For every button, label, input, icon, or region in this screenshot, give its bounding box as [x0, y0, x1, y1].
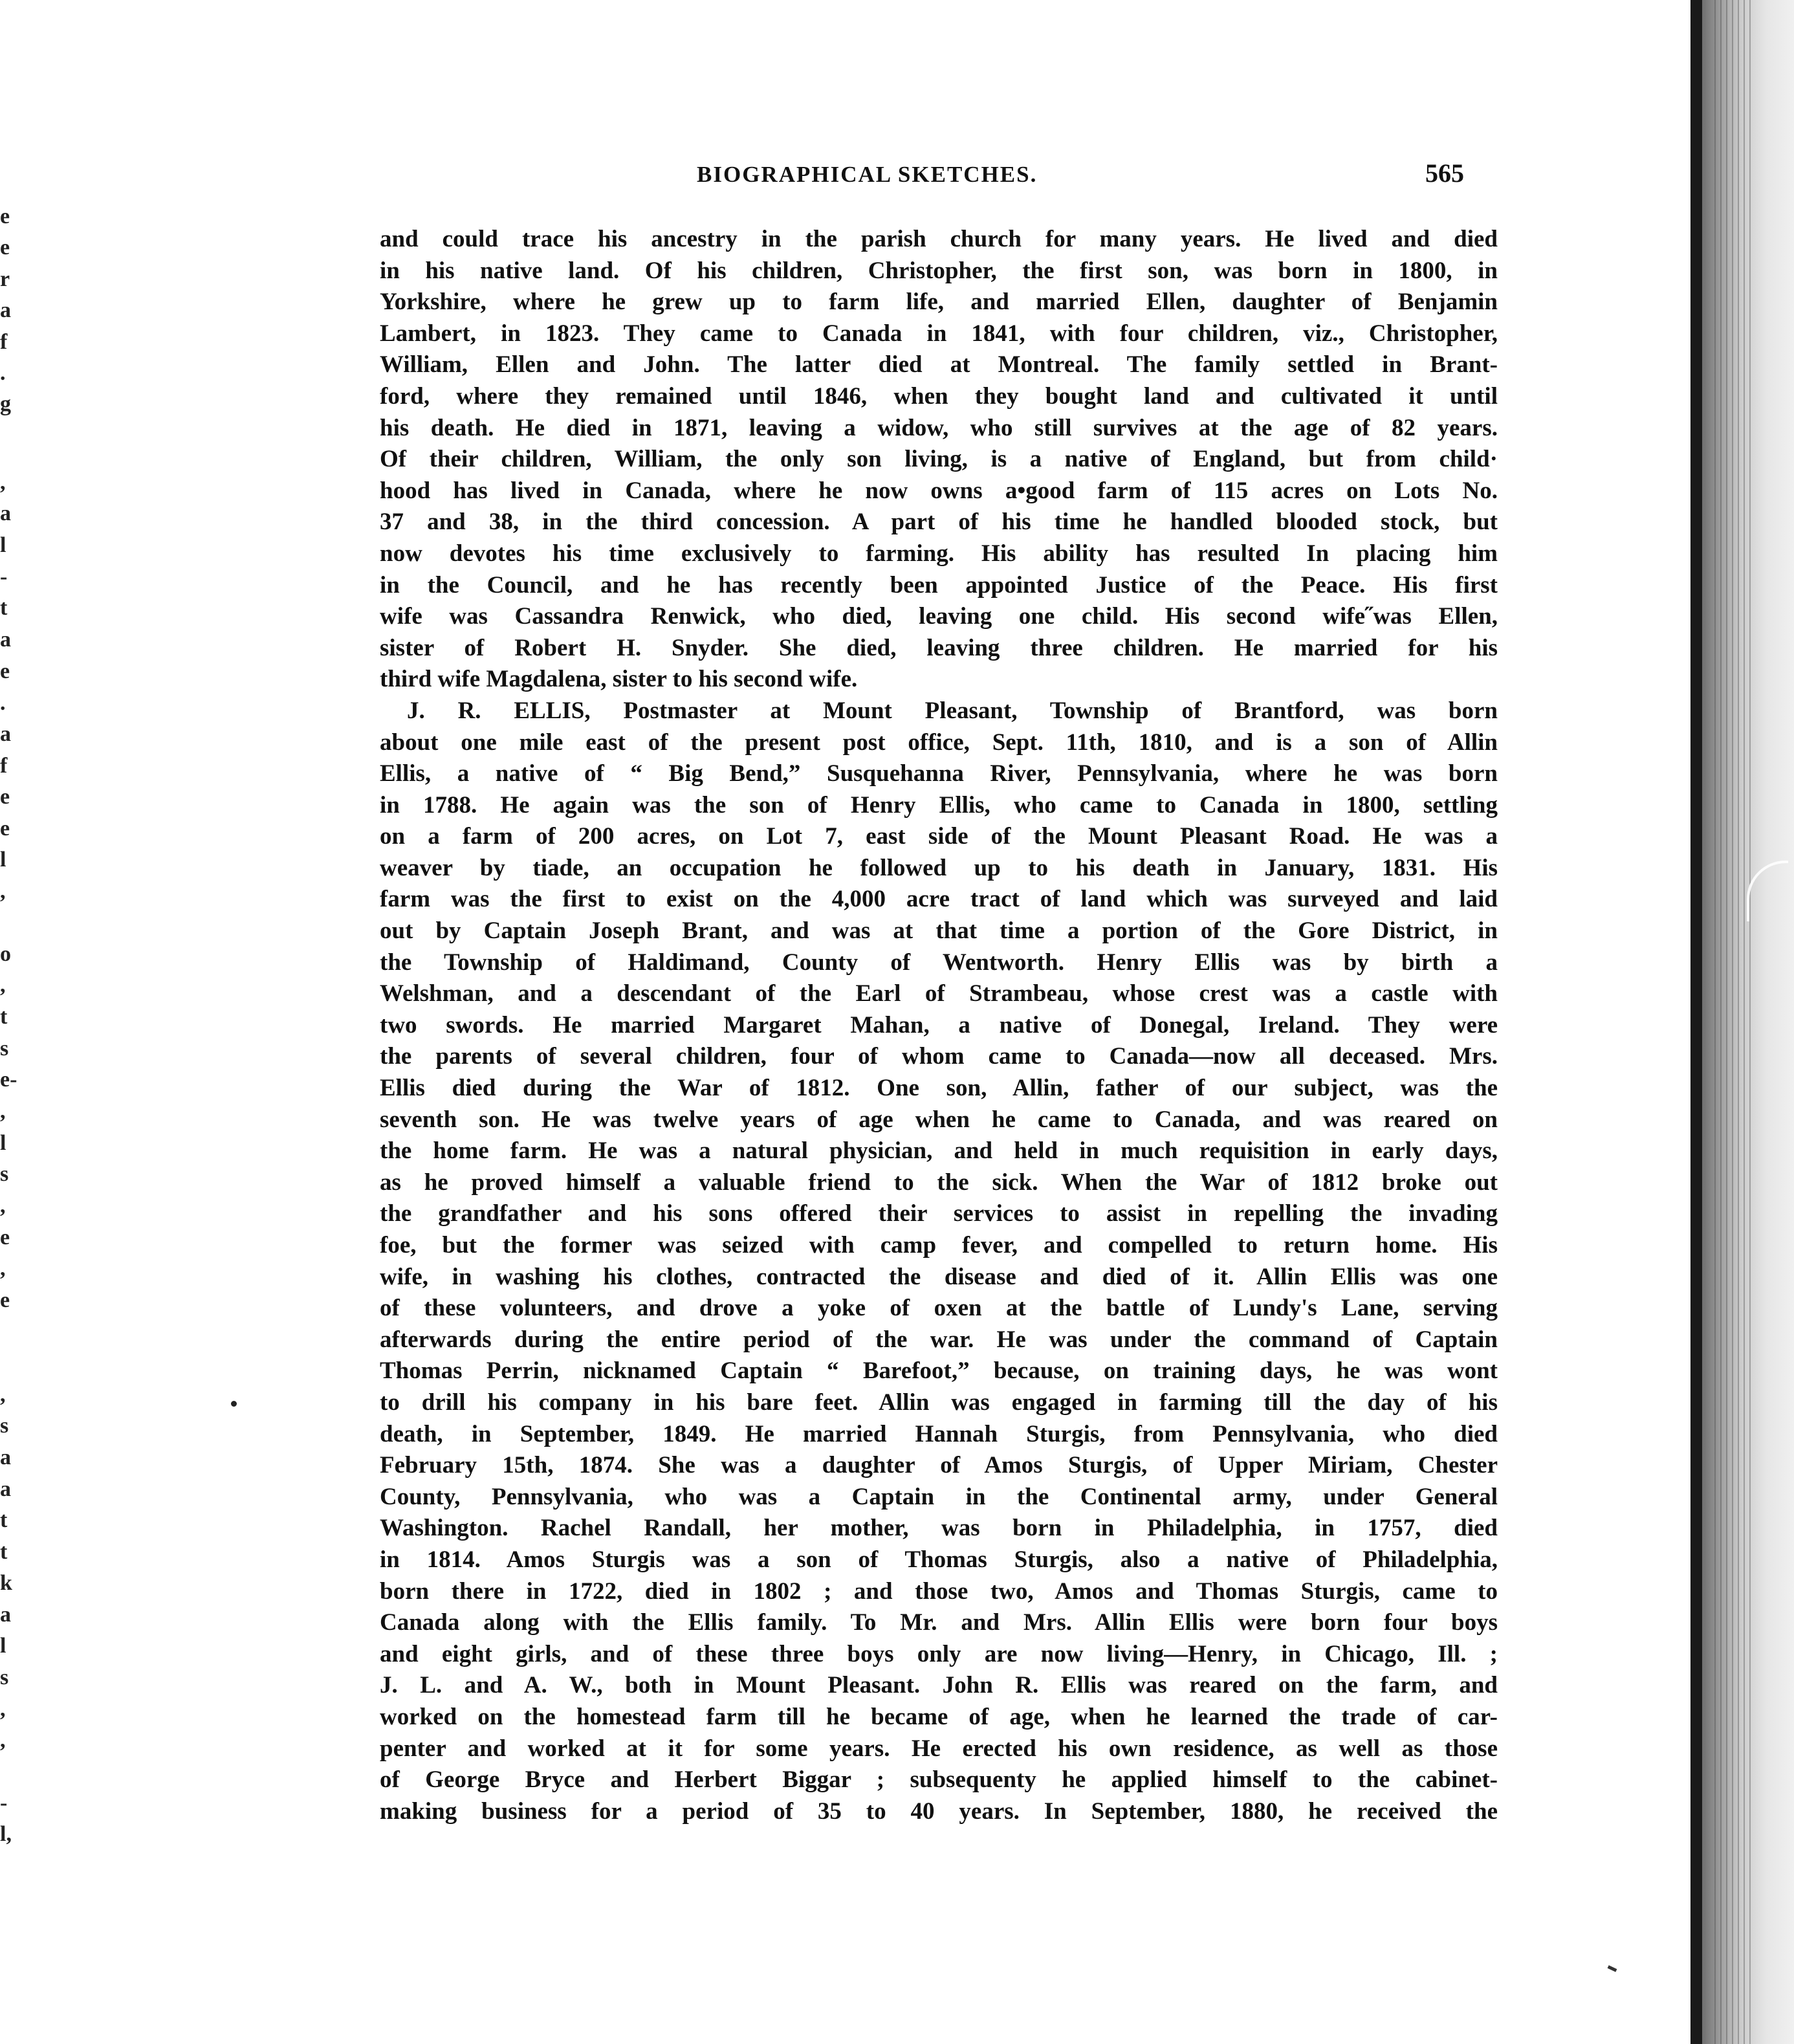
text-line: William, Ellen and John. The latter died at Montreal. The family settled in Brant-	[380, 351, 1498, 379]
text-line: the Township of Haldimand, County of Wentworth. Henry Ellis was by birth a	[380, 949, 1498, 976]
bleed-character: t	[0, 1508, 8, 1532]
bleed-character: e	[0, 236, 10, 259]
text-line: 37 and 38, in the third concession. A part of his time he handled blooded stock, but	[380, 509, 1498, 536]
text-line: and could trace his ancestry in the parish church for many years. He lived and died	[380, 226, 1498, 252]
body-text	[380, 224, 1498, 1827]
text-line: J. R. ELLIS, Postmaster at Mount Pleasant, Township of Brantford, was born	[407, 697, 1498, 724]
text-line: weaver by tiade, an occupation he followed up to his death in January, 1831. His	[380, 854, 1498, 881]
text-line: Lambert, in 1823. They came to Canada in 1841, with four children, viz., Christopher,	[380, 320, 1498, 347]
bleed-character: ,	[0, 470, 6, 494]
text-line: ford, where they remained until 1846, when they bought land and cultivated it until	[380, 382, 1498, 410]
bleed-character: t	[0, 1540, 8, 1564]
bleed-character: ,	[0, 1099, 6, 1123]
running-header: BIOGRAPHICAL SKETCHES.	[697, 162, 1038, 187]
bleed-character: e	[0, 1288, 10, 1312]
text-line: Welshman, and a descendant of the Earl of Strambeau, whose crest was a castle with	[380, 980, 1498, 1007]
bleed-character: l	[0, 1634, 6, 1658]
bleed-character: .	[0, 691, 6, 715]
bleed-character: e	[0, 204, 10, 228]
bleed-character: ,	[0, 973, 6, 997]
bleed-character: t	[0, 596, 8, 620]
text-line: the grandfather and his sons offered their services to assist in repelling the invading	[380, 1200, 1498, 1227]
bleed-character: r	[0, 267, 10, 291]
bleed-character: t	[0, 1005, 8, 1029]
text-line: seventh son. He was twelve years of age when he came to Canada, and was reared on	[380, 1106, 1498, 1133]
bleed-character: a	[0, 501, 11, 525]
scan-border-texture	[1714, 0, 1753, 2044]
scan-artifact-tick	[1608, 1965, 1617, 1972]
text-line: Thomas Perrin, nicknamed Captain “ Barefoot,” because, on training days, he was wont	[380, 1357, 1498, 1385]
text-line: sister of Robert H. Snyder. She died, leaving three children. He married for his	[380, 634, 1498, 661]
bleed-character: ,	[0, 1728, 6, 1752]
bleed-character: a	[0, 1603, 11, 1627]
text-line: Yorkshire, where he grew up to farm life, and married Ellen, daughter of Benjamin	[380, 289, 1498, 316]
text-line: in 1788. He again was the son of Henry Ellis, who came to Canada in 1800, settling	[380, 791, 1498, 819]
bleed-character: .	[0, 361, 6, 385]
text-line: farm was the first to exist on the 4,000 acre tract of land which was surveyed and laid	[380, 886, 1498, 913]
bleed-character: ,	[0, 1697, 6, 1721]
text-line: as he proved himself a valuable friend to the sick. When the War of 1812 broke out	[380, 1169, 1498, 1196]
text-line: third wife Magdalena, sister to his second wife.	[380, 666, 858, 693]
text-line: and eight girls, and of these three boys only are now living—Henry, in Chicago, Ill. ;	[380, 1640, 1498, 1667]
text-line: Canada along with the Ellis family. To Mr. and Mrs. Allin Ellis were born four boys	[380, 1609, 1498, 1636]
text-line: to drill his company in his bare feet. Allin was engaged in farming till the day of his	[380, 1389, 1498, 1416]
text-line: now devotes his time exclusively to farming. His ability has resulted In placing him	[380, 540, 1498, 567]
bleed-character: a	[0, 722, 11, 746]
bleed-character: ,	[0, 1257, 6, 1280]
page-number: 565	[1425, 159, 1464, 188]
bleed-character: a	[0, 298, 11, 322]
bleed-character: ,	[0, 879, 6, 903]
scan-border-dark	[1690, 0, 1702, 2044]
text-line: of George Bryce and Herbert Biggar ; subsequenty he applied himself to the cabinet-	[380, 1766, 1498, 1794]
bleed-character: a	[0, 628, 11, 652]
text-line: Of their children, William, the only son living, is a native of England, but from child·	[380, 446, 1498, 473]
text-line: Ellis, a native of “ Big Bend,” Susquehanna River, Pennsylvania, where he was born	[380, 760, 1498, 787]
text-line: on a farm of 200 acres, on Lot 7, east side of the Mount Pleasant Road. He was a	[380, 823, 1498, 850]
bleed-character: ,	[0, 1194, 6, 1218]
text-line: wife was Cassandra Renwick, who died, leaving one child. His second wife˝was Ellen,	[380, 603, 1498, 630]
bleed-character: f	[0, 330, 8, 354]
bleed-character: ,	[0, 1383, 6, 1407]
bleed-character: s	[0, 1665, 9, 1689]
bleed-character: -	[0, 565, 8, 589]
text-line: penter and worked at it for some years. He erected his own residence, as well as those	[380, 1735, 1498, 1762]
bleed-character: l	[0, 533, 6, 557]
text-line: County, Pennsylvania, who was a Captain in the Continental army, under General	[380, 1483, 1498, 1510]
bleed-character: s	[0, 1162, 9, 1186]
text-line: foe, but the former was seized with camp fever, and compelled to return home. His	[380, 1232, 1498, 1258]
bleed-character: a	[0, 1445, 11, 1469]
bleed-character: g	[0, 392, 11, 416]
text-line: the parents of several children, four of whom came to Canada—now all deceased. Mrs.	[380, 1043, 1498, 1070]
text-line: out by Captain Joseph Brant, and was at that time a portion of the Gore District, in	[380, 918, 1498, 945]
bleed-character: e	[0, 817, 10, 841]
bleed-character: l	[0, 848, 6, 872]
text-line: in the Council, and he has recently been appointed Justice of the Peace. His first	[380, 571, 1498, 599]
text-line: of these volunteers, and drove a yoke of oxen at the battle of Lundy's Lane, serving	[380, 1295, 1498, 1322]
text-line: J. L. and A. W., both in Mount Pleasant. John R. Ellis was reared on the farm, and	[380, 1672, 1498, 1699]
scan-artifact-dot	[231, 1401, 237, 1407]
bleed-character: f	[0, 754, 8, 778]
bleed-character: k	[0, 1571, 12, 1595]
text-line: afterwards during the entire period of the war. He was under the command of Captain	[380, 1326, 1498, 1353]
text-line: born there in 1722, died in 1802 ; and those two, Amos and Thomas Sturgis, came to	[380, 1577, 1498, 1605]
bleed-character: l	[0, 1131, 6, 1155]
text-line: death, in September, 1849. He married Hannah Sturgis, from Pennsylvania, who died	[380, 1420, 1498, 1447]
text-line: the home farm. He was a natural physician, and held in much requisition in early days,	[380, 1137, 1498, 1165]
bleed-character: s	[0, 1414, 9, 1438]
text-line: Ellis died during the War of 1812. One son, Allin, father of our subject, was the	[380, 1075, 1498, 1102]
text-line: Washington. Rachel Randall, her mother, was born in Philadelphia, in 1757, died	[380, 1515, 1498, 1542]
bleed-character: -	[0, 1791, 8, 1815]
text-line: in his native land. Of his children, Christopher, the first son, was born in 1800, in	[380, 257, 1498, 284]
bleed-character: s	[0, 1037, 9, 1060]
text-line: in 1814. Amos Sturgis was a son of Thomas Sturgis, also a native of Philadelphia,	[380, 1546, 1498, 1573]
text-line: wife, in washing his clothes, contracted the disease and died of it. Allin Ellis was one	[380, 1263, 1498, 1290]
text-line: worked on the homestead farm till he became of age, when he learned the trade of car-	[380, 1703, 1498, 1730]
bleed-character: o	[0, 942, 11, 966]
text-line: about one mile east of the present post office, Sept. 11th, 1810, and is a son of Allin	[380, 729, 1498, 756]
bleed-character: e	[0, 785, 10, 809]
text-line: February 15th, 1874. She was a daughter of Amos Sturgis, of Upper Miriam, Chester	[380, 1452, 1498, 1479]
previous-page-bleed	[0, 0, 26, 2044]
bleed-character: e-	[0, 1068, 17, 1092]
bleed-character: l,	[0, 1822, 12, 1846]
bleed-character: e	[0, 659, 10, 683]
bleed-character: e	[0, 1225, 10, 1249]
text-line: two swords. He married Margaret Mahan, a native of Donegal, Ireland. They were	[380, 1011, 1498, 1038]
text-line: hood has lived in Canada, where he now owns a•good farm of 115 acres on Lots No.	[380, 477, 1498, 504]
text-line: his death. He died in 1871, leaving a widow, who still survives at the age of 82 years.	[380, 414, 1498, 441]
bleed-character: a	[0, 1477, 11, 1501]
text-line: making business for a period of 35 to 40 years. In September, 1880, he received the	[380, 1797, 1498, 1825]
